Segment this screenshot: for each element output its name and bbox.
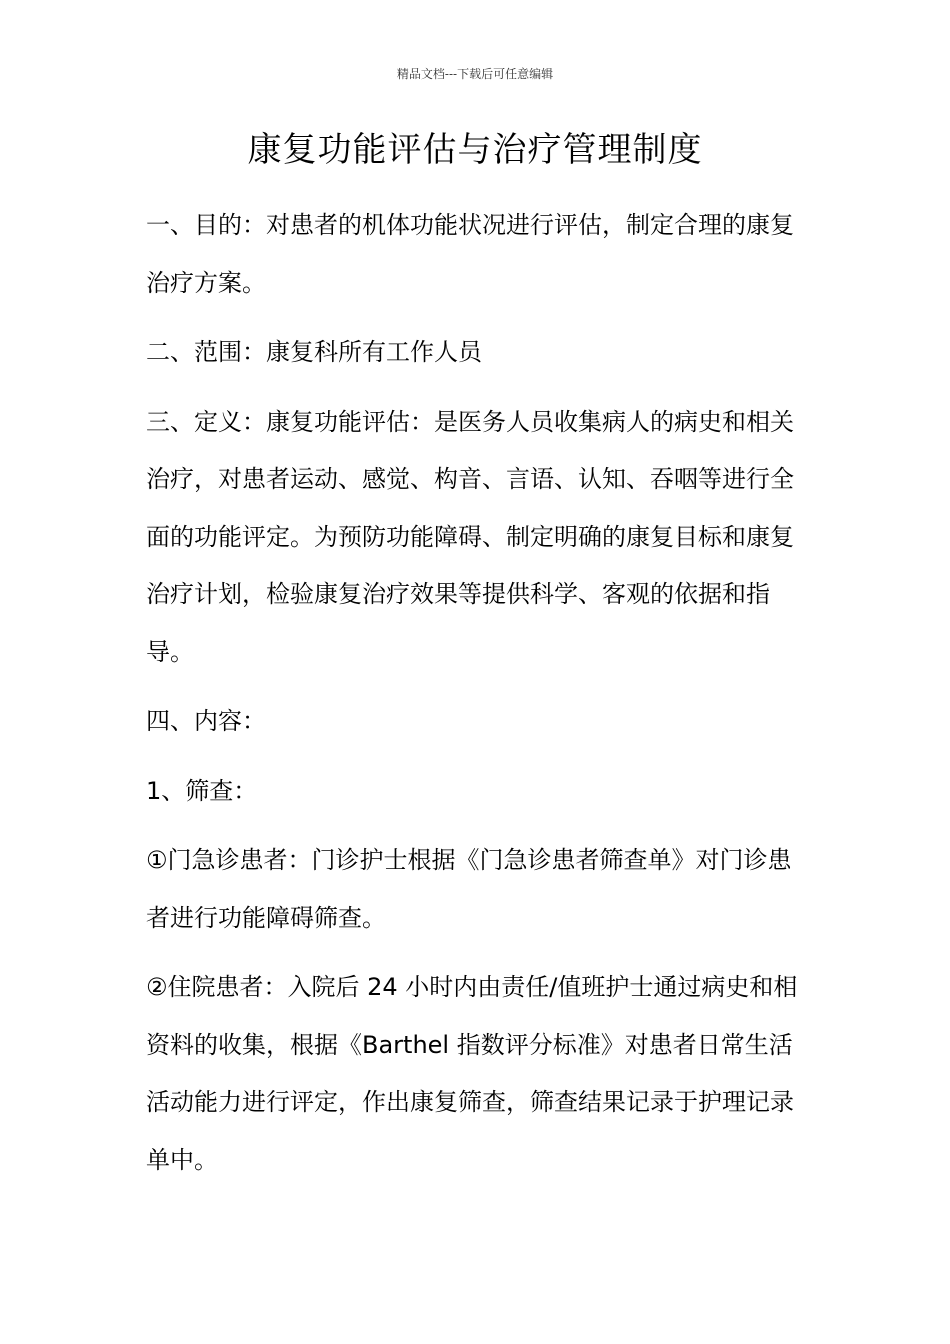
paragraph-definition: 三、定义：康复功能评估：是医务人员收集病人的病史和相关治疗，对患者运动、感觉、构音、言语、认知、吞咽等进行全面的功能评定。为预防功能障碍、制定明确的康复目标和康复治疗计划，检验康复治疗效果等提供科学、客观的依据和指导。 [146, 407, 794, 666]
paragraph-purpose: 一、目的：对患者的机体功能状况进行评估，制定合理的康复治疗方案。 [146, 211, 794, 297]
paragraph-screening-heading: 1、筛查： [146, 776, 258, 805]
paragraph-content-heading: 四、内容： [146, 707, 266, 735]
page-header: 精品文档---下载后可任意编辑 [396, 67, 554, 81]
paragraph-outpatient: ①门急诊患者：门诊护士根据《门急诊患者筛查单》对门诊患者进行功能障碍筛查。 [146, 846, 792, 932]
document-body [146, 197, 810, 1201]
document-title: 康复功能评估与治疗管理制度 [247, 130, 703, 170]
paragraph-scope: 二、范围：康复科所有工作人员 [146, 338, 482, 366]
paragraph-inpatient: ②住院患者：入院后 24 小时内由责任/值班护士通过病史和相资料的收集，根据《Barthel 指数评分标准》对患者日常生活活动能力进行评定，作出康复筛查，筛查结果记录于护理记录单中。 [146, 973, 798, 1174]
